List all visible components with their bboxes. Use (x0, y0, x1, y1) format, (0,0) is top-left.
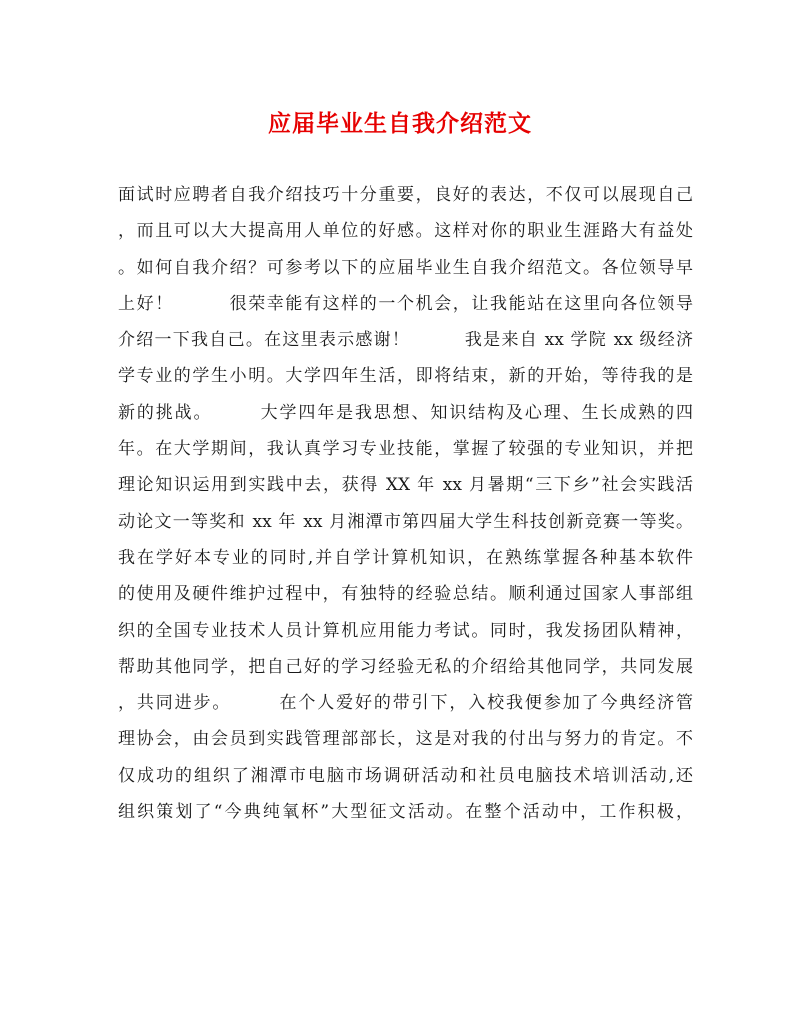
text-line: 学专业的学生小明。大学四年生活，即将结束，新的开始，等待我的是 (118, 366, 693, 387)
text-line: 的使用及硬件维护过程中，有独特的经验总结。顺利通过国家人事部组 (118, 584, 693, 605)
text-line: 介绍一下我自己。在这里表示感谢！ 我是来自 xx 学院 xx 级经济 (118, 330, 693, 351)
text-line: 理论知识运用到实践中去，获得 XX 年 xx 月暑期“三下乡”社会实践活 (118, 475, 693, 496)
document-body (118, 180, 693, 833)
text-line: 面试时应聘者自我介绍技巧十分重要，良好的表达，不仅可以展现自己 (118, 185, 693, 205)
text-line: 年。在大学期间，我认真学习专业技能，掌握了较强的专业知识，并把 (118, 439, 693, 460)
text-line: ，共同进步。 在个人爱好的带引下，入校我便参加了今典经济管 (118, 693, 693, 714)
text-line: ，而且可以大大提高用人单位的好感。这样对你的职业生涯路大有益处 (118, 221, 693, 242)
text-line: 帮助其他同学，把自己好的学习经验无私的介绍给其他同学，共同发展 (118, 656, 693, 677)
text-line: 新的挑战。 大学四年是我思想、知识结构及心理、生长成熟的四 (118, 402, 693, 423)
document-title: 应届毕业生自我介绍范文 (268, 110, 532, 137)
text-line: 织的全国专业技术人员计算机应用能力考试。同时，我发扬团队精神， (118, 620, 693, 641)
text-line: 。如何自我介绍？可参考以下的应届毕业生自我介绍范文。各位领导早 (118, 257, 693, 278)
text-line: 理协会，由会员到实践管理部部长，这是对我的付出与努力的肯定。不 (118, 729, 693, 750)
text-line: 上好！ 很荣幸能有这样的一个机会，让我能站在这里向各位领导 (118, 293, 693, 314)
text-line: 动论文一等奖和 xx 年 xx 月湘潭市第四届大学生科技创新竞赛一等奖。 (118, 511, 693, 532)
text-line: 仅成功的组织了湘潭市电脑市场调研活动和社员电脑技术培训活动,还 (118, 765, 693, 786)
text-line: 我在学好本专业的同时,并自学计算机知识，在熟练掌握各种基本软件 (118, 547, 693, 568)
text-line: 组织策划了“今典纯氧杯”大型征文活动。在整个活动中，工作积极， (118, 802, 693, 823)
